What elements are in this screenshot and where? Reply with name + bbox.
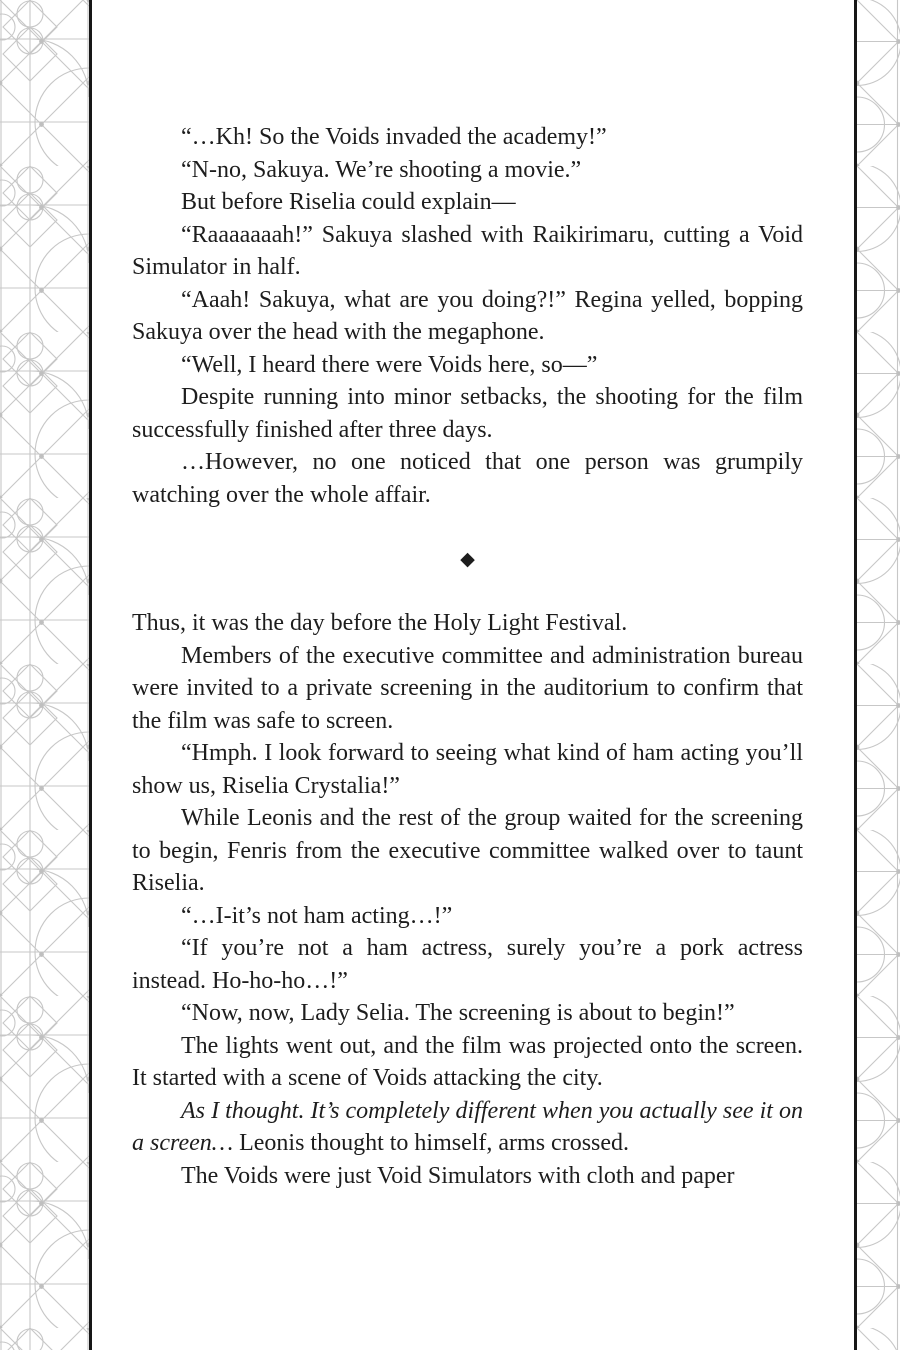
text-run: While Leonis and the rest of the group waited for the screening to begin, Fenris from the executive committee walked over to taunt Riselia. (132, 805, 803, 896)
text-column (132, 0, 803, 1192)
scene-break-divider: ◆ (460, 547, 475, 570)
text-run: “…I-it’s not ham acting…!” (181, 902, 453, 929)
paragraph (132, 640, 803, 738)
paragraph (132, 900, 803, 933)
paragraph (132, 932, 803, 997)
text-run: Members of the executive committee and administration bureau were invited to a private screening in the auditorium to confirm that the film was safe to screen. (132, 642, 803, 734)
text-run: Thus, it was the day before the Holy Light Festival. (132, 610, 628, 636)
paragraph (132, 446, 803, 511)
paragraph (132, 381, 803, 446)
right-border-pattern (857, 0, 900, 1350)
paragraph (132, 349, 803, 382)
text-run: “N-no, Sakuya. We’re shooting a movie.” (181, 156, 582, 183)
text-run: “If you’re not a ham actress, surely you’re a pork actress instead. Ho-ho-ho…!” (132, 935, 803, 994)
italic-text-run: As I thought. It’s completely different when you actually see it on a screen… (132, 1097, 803, 1156)
paragraph (132, 997, 803, 1030)
paragraph (132, 121, 803, 154)
page-content (92, 0, 854, 1350)
text-run: The Voids were just Void Simulators with cloth and paper (181, 1162, 735, 1189)
text-run: But before Riselia could explain— (181, 189, 516, 215)
paragraph (132, 1160, 803, 1193)
paragraph (132, 1095, 803, 1160)
text-run: Despite running into minor setbacks, the shooting for the film successfully finished after three days. (132, 384, 803, 443)
text-run: “Hmph. I look forward to seeing what kind of ham acting you’ll show us, Riselia Crystalia!” (132, 740, 803, 799)
paragraph (132, 219, 803, 284)
paragraph (132, 284, 803, 349)
paragraph (132, 1030, 803, 1095)
text-run: …However, no one noticed that one person was grumpily watching over the whole affair. (132, 449, 803, 508)
text-run: Leonis thought to himself, arms crossed. (233, 1130, 630, 1156)
text-run: “Raaaaaaah!” Sakuya slashed with Raikirimaru, cutting a Void Simulator in half. (132, 221, 803, 280)
paragraph (132, 154, 803, 187)
text-run: “Well, I heard there were Voids here, so—” (181, 351, 598, 378)
paragraph (132, 737, 803, 802)
text-run: “Now, now, Lady Selia. The screening is about to begin!” (181, 1000, 735, 1026)
geometric-pattern-icon (857, 0, 900, 1350)
left-border-pattern (0, 0, 89, 1350)
text-run: “Aaah! Sakuya, what are you doing?!” Regina yelled, bopping Sakuya over the head with the megaphone. (132, 286, 803, 345)
paragraph (132, 607, 803, 640)
geometric-pattern-icon (0, 0, 89, 1350)
text-run: “…Kh! So the Voids invaded the academy!” (181, 124, 607, 150)
paragraph (132, 186, 803, 219)
text-run: The lights went out, and the film was projected onto the screen. It started with a scene of Voids attacking the city. (132, 1032, 803, 1091)
paragraph (132, 802, 803, 900)
